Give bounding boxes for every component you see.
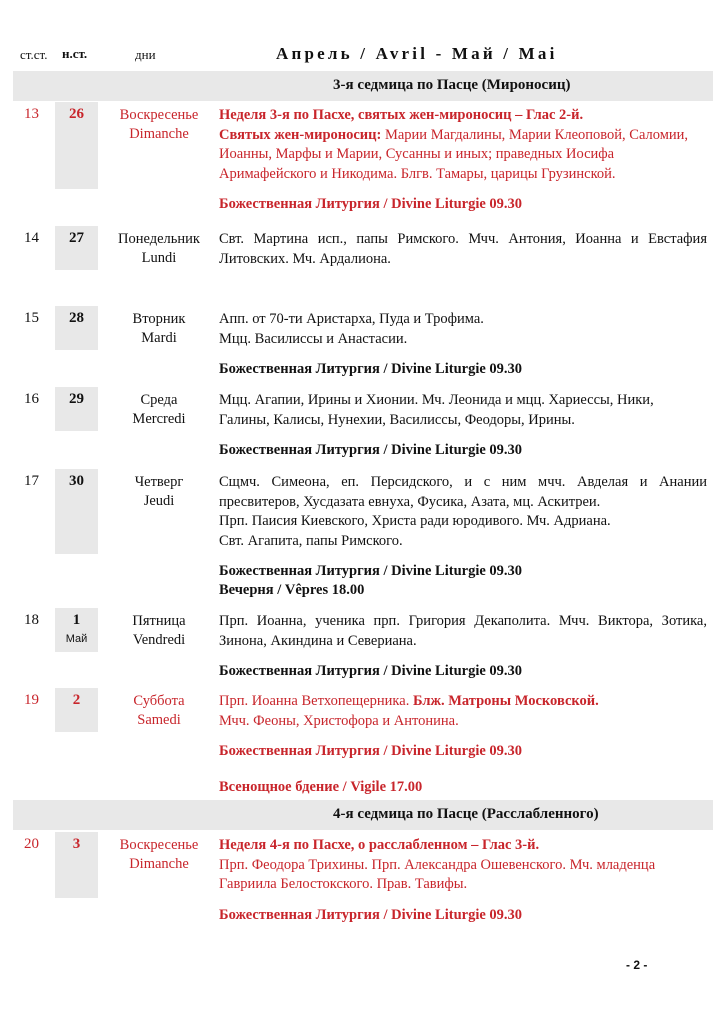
saints-text: Сщмч. Симеона, еп. Персидского, и с ним мчч. Авделая и Анании пресвитеров, Хусдазата евнуха, Фусика, Азата, мц. Аскитреи. [219, 474, 707, 510]
month-title: Апрель / Avril - Май / Mai [276, 44, 558, 63]
service-time: Вечерня / Vêpres 18.00 [219, 582, 365, 598]
service-time: Божественная Литургия / Divine Liturgie 09.30 [219, 196, 523, 212]
new-style-date: 3 [72, 836, 81, 852]
new-style-date-box [55, 387, 98, 431]
saints-text: Свт. Агапита, папы Римского. [219, 532, 403, 549]
service-time: Божественная Литургия / Divine Liturgie 09.30 [219, 563, 523, 579]
saints-text: Марии Магдалины, Марии Клеоповой, Саломии, Иоанны, Марфы и Марии, Сусанны и иных; праведных Иосифа Аримафейского и Никодима. Блгв. Тамары, царицы Грузинской. [219, 126, 689, 182]
weekday [103, 106, 215, 144]
day-commemorations [219, 473, 707, 600]
old-style-date: 17 [24, 473, 39, 489]
old-style-date: 14 [24, 230, 39, 246]
week-band [13, 800, 713, 830]
weekday [103, 230, 215, 268]
service-time: Божественная Литургия / Divine Liturgie 09.30 [219, 906, 523, 923]
service-time: Божественная Литургия / Divine Liturgie 09.30 [219, 361, 523, 377]
weekday-fr: Lundi [141, 250, 177, 266]
weekday-ru: Воскресенье [119, 837, 199, 853]
weekday-ru: Четверг [134, 474, 184, 490]
saints-text: Апп. от 70-ти Аристарха, Пуда и Трофима. [219, 311, 484, 327]
weekday-ru: Среда [140, 392, 178, 408]
weekday-fr: Mercredi [132, 411, 186, 427]
old-style-date: 15 [24, 310, 39, 326]
weekday [103, 612, 215, 650]
service-time: Божественная Литургия / Divine Liturgie 09.30 [219, 663, 523, 679]
weekday-fr: Dimanche [129, 856, 189, 872]
service-time: Божественная Литургия / Divine Liturgie 09.30 [219, 442, 523, 458]
weekday-fr: Samedi [137, 712, 181, 728]
weekday-fr: Mardi [141, 330, 177, 346]
new-style-date: 26 [69, 106, 84, 122]
weekday-fr: Vendredi [132, 632, 186, 648]
old-style-date: 13 [24, 106, 39, 122]
saints-text: Мцц. Агапии, Ирины и Хионии. Мч. Леонида и мцц. Хариессы, Ники, Галины, Калисы, Нунехии, Василиссы, Феодоры, Ирины. [219, 392, 654, 428]
saints-text: Прп. Иоанна, ученика прп. Григория Декаполита. Мчч. Виктора, Зотика, Зинона, Акиндина и Севериана. [219, 613, 707, 649]
saints-text: Мцц. Василиссы и Анастасии. [219, 330, 408, 347]
service-time: Всенощное бдение / Vigile 17.00 [219, 779, 423, 795]
saints-text: Прп. Паисия Киевского, Христа ради юродивого. Мч. Адриана. [219, 513, 611, 529]
saints-text: Прп. Феодора Трихины. Прп. Александра Ошевенского. Мч. младенца Гавриила Белостокского. Прав. Тавифы. [219, 856, 656, 892]
old-style-date: 20 [24, 836, 39, 852]
new-style-date-box [55, 306, 98, 350]
new-style-date: 30 [69, 473, 84, 489]
weekday-ru: Пятница [132, 613, 186, 629]
new-style-date: 2 [72, 692, 81, 708]
day-commemorations [219, 692, 707, 797]
week-title: 3-я седмица по Пасце (Мироносиц) [333, 77, 571, 93]
week-title: 4-я седмица по Пасце (Расслабленного) [333, 806, 599, 822]
weekday [103, 836, 215, 874]
weekday-ru: Суббота [133, 693, 185, 709]
day-commemorations [219, 836, 707, 925]
saints-text: Свт. Мартина исп., папы Римского. Мчч. Антония, Иоанна и Евстафия Литовских. Мч. Ардалиона. [219, 231, 707, 267]
new-style-date: 28 [69, 310, 84, 326]
old-style-date: 19 [24, 692, 39, 708]
weekday [103, 310, 215, 348]
page-number: - 2 - [626, 958, 648, 972]
new-style-date-box [55, 608, 98, 652]
day-commemorations [219, 106, 707, 214]
day-commemorations [219, 230, 707, 269]
header-days: дни [135, 47, 156, 62]
week-band [13, 71, 713, 101]
feast-title: Неделя 3-я по Пасхе, святых жен-мироносиц – Глас 2-й. [219, 107, 584, 123]
weekday-ru: Воскресенье [119, 107, 199, 123]
saint-highlight: Блж. Матроны Московской. [412, 693, 599, 709]
new-style-date-box [55, 102, 98, 189]
feast-title: Неделя 4-я по Пасхе, о расслабленном – Глас 3-й. [219, 837, 540, 853]
new-style-date: 1 [72, 612, 81, 628]
month-label: Май [65, 633, 88, 645]
feast-lead: Святых жен-мироносиц: [219, 126, 382, 143]
new-style-date-box [55, 832, 98, 898]
weekday [103, 692, 215, 730]
old-style-date: 18 [24, 612, 39, 628]
weekday [103, 391, 215, 429]
old-style-date: 16 [24, 391, 39, 407]
header-new-style: н.ст. [62, 46, 88, 61]
new-style-date-box [55, 688, 98, 732]
new-style-date: 29 [69, 391, 84, 407]
new-style-date-box [55, 226, 98, 270]
weekday [103, 473, 215, 511]
day-commemorations [219, 612, 707, 681]
header-old-style: ст.ст. [20, 47, 48, 62]
day-commemorations [219, 391, 707, 460]
weekday-fr: Dimanche [129, 126, 189, 142]
column-header [0, 44, 724, 64]
saints-text: Мчч. Феоны, Христофора и Антонина. [219, 712, 459, 729]
weekday-ru: Понедельник [118, 231, 200, 247]
new-style-date-box [55, 469, 98, 554]
service-time: Божественная Литургия / Divine Liturgie 09.30 [219, 743, 523, 759]
weekday-ru: Вторник [132, 311, 186, 327]
new-style-date: 27 [69, 230, 84, 246]
saints-text: Прп. Иоанна Ветхопещерника. [219, 693, 410, 709]
day-commemorations [219, 310, 707, 379]
weekday-fr: Jeudi [143, 493, 175, 509]
